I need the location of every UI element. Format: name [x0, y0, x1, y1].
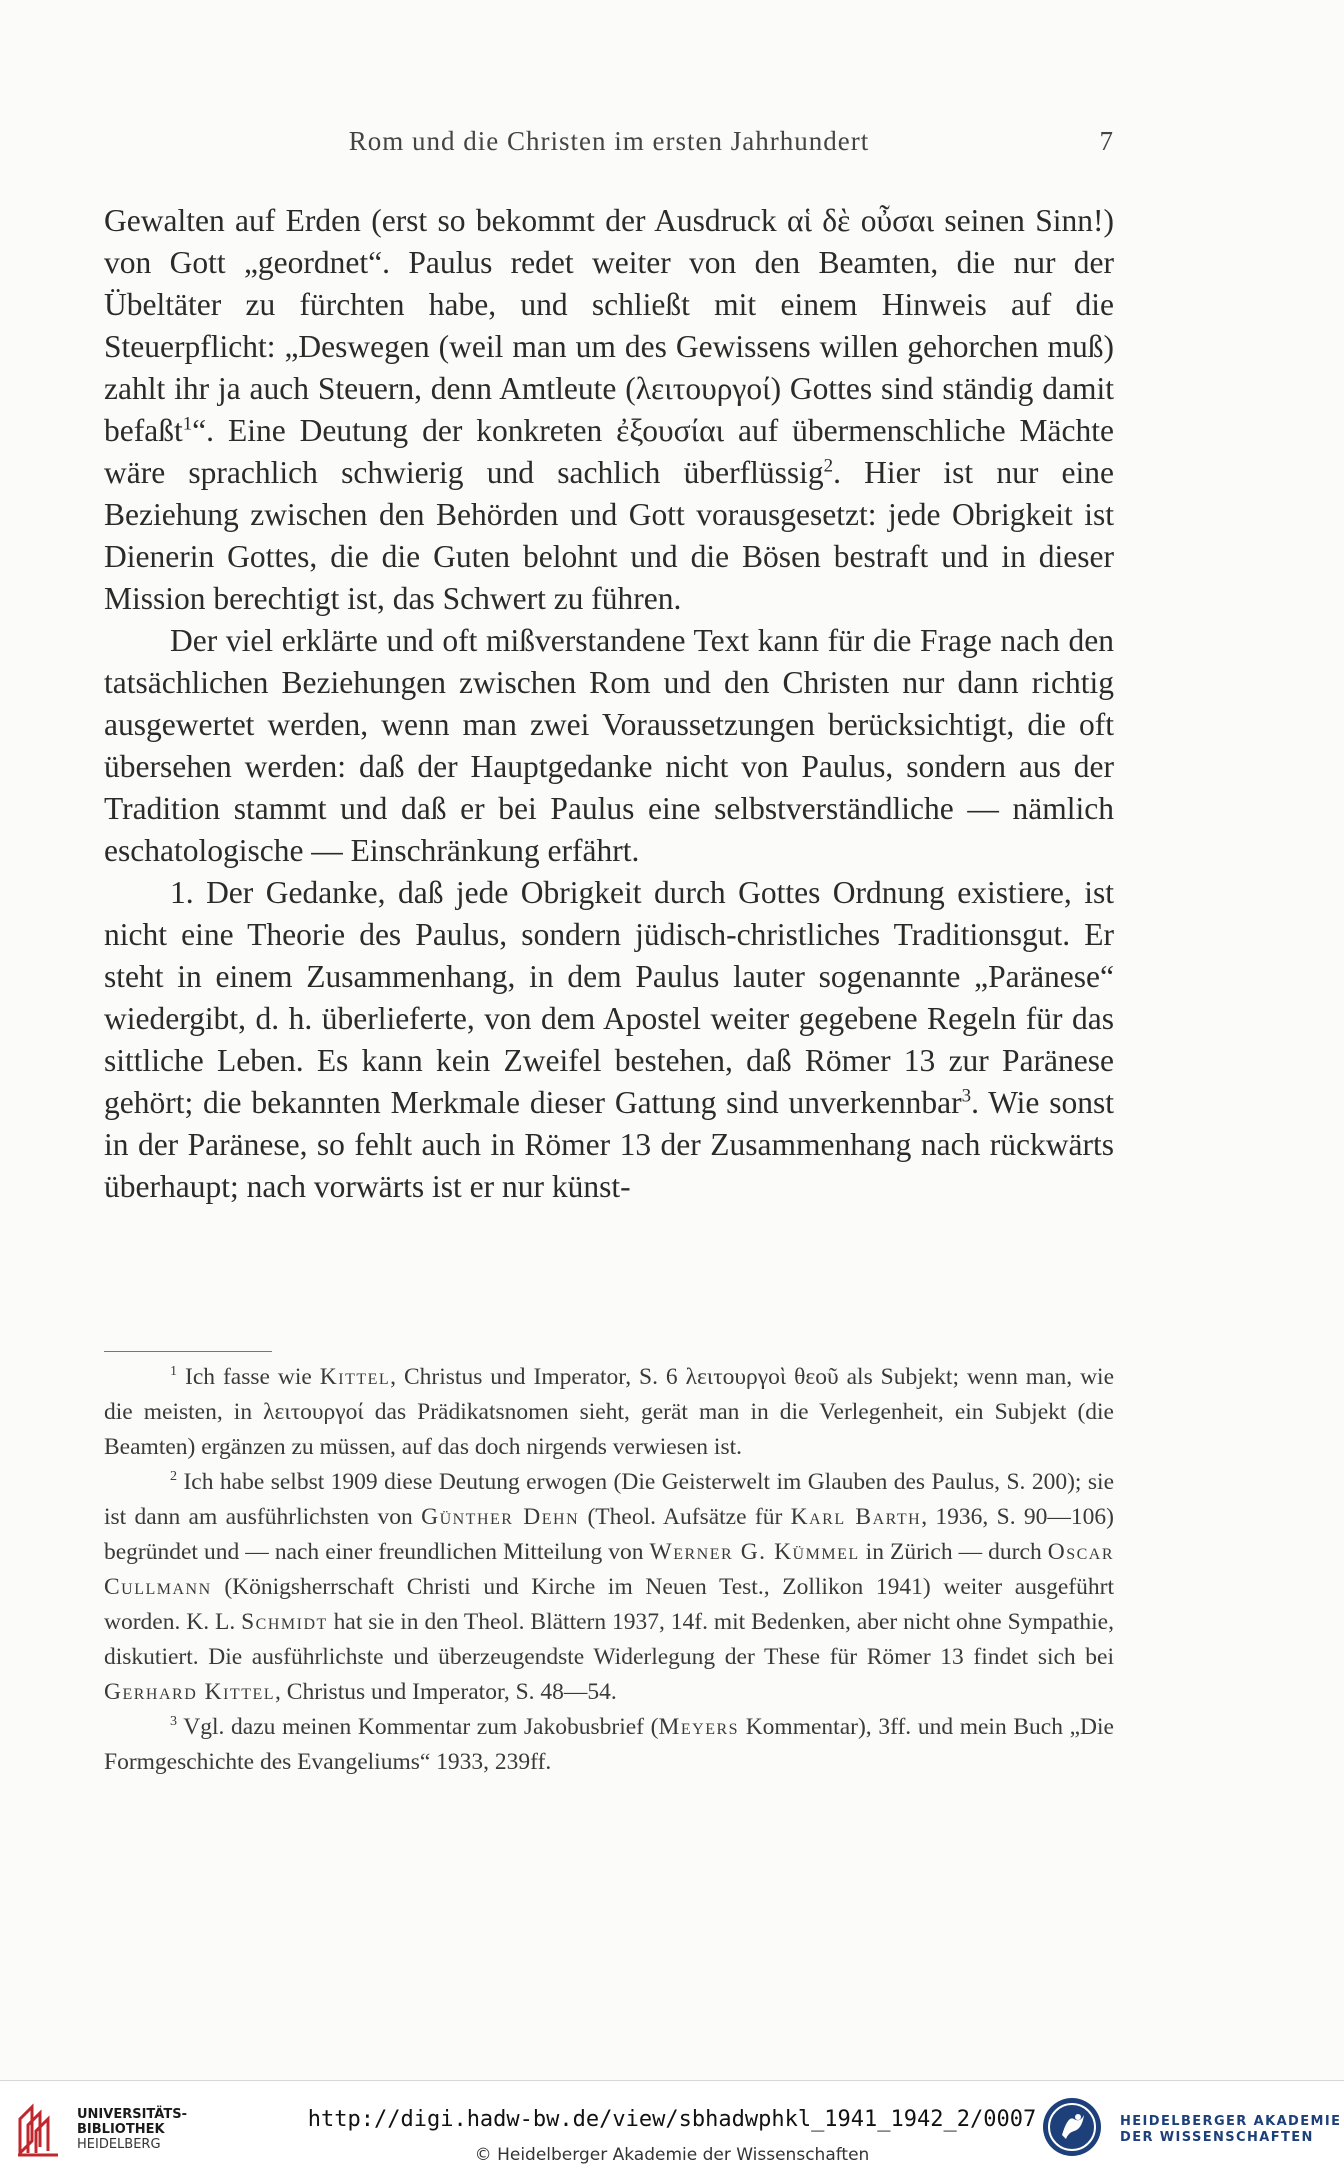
running-head-title: Rom und die Christen im ersten Jahrhundert	[348, 126, 870, 156]
footnote-1: $^1$ Ich fasse wie Kittel, Christus und Imperator, S. 6 λειτουργοὶ θεοῦ als Subjekt; wenn man, wie die meisten, in λειτουργοί das Prädikatsnomen sieht, gerät man in die Verlegenheit, ein Subjekt (die Beamten) ergänzen zu müssen, auf das doch nirgends verwiesen ist.	[104, 1363, 1115, 1460]
body-text	[104, 200, 1114, 1208]
footnotes	[104, 1360, 1114, 1780]
paragraph-3: 1. Der Gedanke, daß jede Obrigkeit durch Gottes Ordnung existiere, ist nicht eine Theorie des Paulus, sondern jüdisch-christliches Traditionsgut. Er steht in einem Zusammenhang, in dem Paulus lauter sogenannte „Paränese“ wiedergibt, d. h. überlieferte, von dem Apostel weiter gegebene Regeln für das sittliche Leben. Es kann kein Zweifel bestehen, daß Römer 13 zur Paränese gehört; die bekannten Merkmale dieser Gattung sind unverkennbar$^3$. Wie sonst in der Paränese, so fehlt auch in Römer 13 der Zusammenhang nach rückwärts überhaupt; nach vorwärts ist er nur künst-	[104, 875, 1114, 1204]
academy-seal-icon	[1040, 2095, 1104, 2159]
page-number: 7	[1099, 126, 1114, 156]
footnote-ref-1: 1	[182, 413, 193, 435]
footnote-ref-2: 2	[823, 455, 834, 477]
footnote-3: $^3$ Vgl. dazu meinen Kommentar zum Jakobusbrief (Meyers Kommentar), 3ff. und mein Buch „Die Formgeschichte des Evangeliums“ 1933, 239ff.	[104, 1713, 1114, 1775]
paragraph-1: Gewalten auf Erden (erst so bekommt der Ausdruck αἱ δὲ οὖσαι seinen Sinn!) von Gott „geordnet“. Paulus redet weiter von den Beamten, die nur der Übeltäter zu fürchten habe, und schließt mit einem Hinweis auf die Steuerpflicht: „Deswegen (weil man um des Gewissens willen gehorchen muß) zahlt ihr ja auch Steuern, denn Amtleute (λειτουργοί) Gottes sind ständig damit befaßt$^1$“. Eine Deutung der konkreten ἐξουσίαι auf übermenschliche Mächte wäre sprachlich schwierig und sachlich überflüssig$^2$. Hier ist nur eine Beziehung zwischen den Behörden und Gott vorausgesetzt: jede Obrigkeit ist Dienerin Gottes, die die Guten belohnt und die Bösen bestraft und in dieser Mission berechtigt ist, das Schwert zu führen.	[104, 203, 1115, 616]
university-library-name: UNIVERSITÄTS- BIBLIOTHEK HEIDELBERG	[77, 2107, 187, 2152]
paragraph-2: Der viel erklärte und oft mißverstandene Text kann für die Frage nach den tatsächlichen Beziehungen zwischen Rom und den Christen nur dann richtig ausgewertet werden, wenn man zwei Voraussetzungen berücksichtigt, die oft übersehen werden: daß der Hauptgedanke nicht von Paulus, sondern aus der Tradition stammt und daß er bei Paulus eine selbstverständliche — nämlich eschatologische — Einschränkung erfährt.	[104, 623, 1114, 868]
academy-name: HEIDELBERGER AKADEMIE DER WISSENSCHAFTEN	[1120, 2114, 1342, 2145]
source-url-link[interactable]: http://digi.hadw-bw.de/view/sbhadwphkl_1941_1942_2/0007	[307, 2107, 1037, 2132]
footnote-2: $^2$ Ich habe selbst 1909 diese Deutung erwogen (Die Geisterwelt im Glauben des Paulus, S. 200); sie ist dann am ausführlichsten von Günther Dehn (Theol. Aufsätze für Karl Barth, 1936, S. 90—106) begründet und — nach einer freundlichen Mitteilung von Werner G. Kümmel in Zürich — durch Oscar Cullmann (Königsherrschaft Christi und Kirche im Neuen Test., Zollikon 1941) weiter ausgeführt worden. K. L. Schmidt hat sie in den Theol. Blättern 1937, 14f. mit Bedenken, aber nicht ohne Sympathie, diskutiert. Die ausführlichste und überzeugendste Widerlegung der These für Römer 13 findet sich bei Gerhard Kittel, Christus und Imperator, S. 48—54.	[104, 1468, 1115, 1705]
footer-bar	[0, 2080, 1344, 2178]
copyright-notice: © Heidelberger Akademie der Wissenschaften	[474, 2145, 870, 2165]
footnote-ref-3: 3	[961, 1085, 972, 1107]
footnote-divider	[104, 1351, 272, 1352]
